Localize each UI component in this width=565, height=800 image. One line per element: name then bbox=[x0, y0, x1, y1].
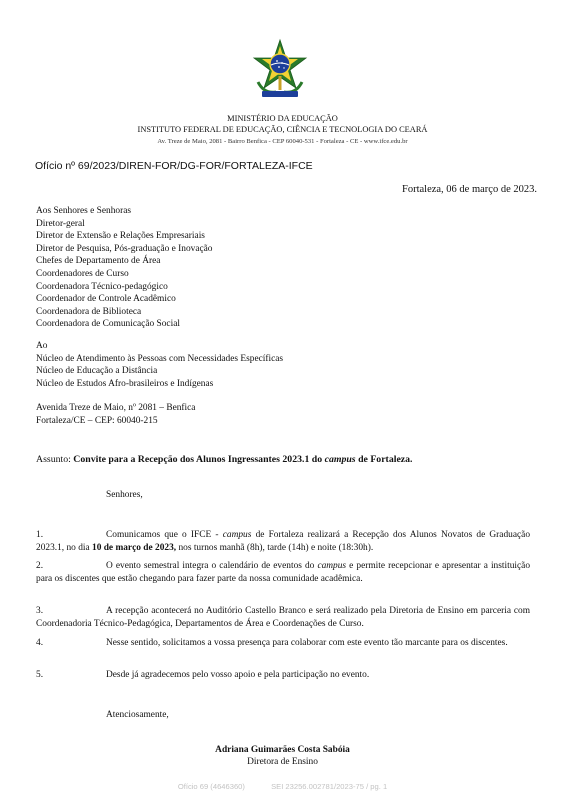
header-institute: INSTITUTO FEDERAL DE EDUCAÇÃO, CIÊNCIA E TECNOLOGIA DO CEARÁ bbox=[137, 125, 428, 134]
recipient-line: Coordenadores de Curso bbox=[36, 268, 129, 279]
header-address: Av. Treze de Maio, 2081 - Bairro Benfica - CEP 60040-531 - Fortaleza - CE - www.ifce.edu.br bbox=[157, 138, 408, 145]
recipient-line: Coordenador de Controle Acadêmico bbox=[36, 294, 176, 305]
subject-label: Assunto: bbox=[36, 454, 71, 465]
recipient-line: Núcleo de Atendimento às Pessoas com Necessidades Específicas bbox=[36, 353, 284, 364]
footer-process-page: SEI 23256.002781/2023-75 / pg. 1 bbox=[271, 782, 388, 791]
footer-document-id: Ofício 69 (4646360) bbox=[177, 782, 245, 791]
recipient-line: Diretor de Extensão e Relações Empresariais bbox=[36, 231, 205, 242]
subject-text: Convite para a Recepção dos Alunos Ingressantes 2023.1 do campus de Fortaleza. bbox=[73, 454, 413, 465]
signer-role: Diretora de Ensino bbox=[247, 757, 318, 767]
recipient-line: Ao bbox=[36, 341, 48, 351]
document-date: Fortaleza, 06 de março de 2023. bbox=[402, 184, 537, 195]
paragraph-2: 2. O evento semestral integra o calendário de eventos do campus e permite recepcionar e apresentar a instituição para os discentes que estão chegando para fazer parte da nossa comunidade acadêmica. bbox=[36, 561, 531, 584]
paragraph-3: 3. A recepção acontecerá no Auditório Castello Branco e será realizado pela Diretoria de Ensino em parceria com Coordenadoria Técnico-Pedagógica, Departamentos de Área e Coordenações de Curso. bbox=[36, 606, 530, 629]
paragraph-number: 4. bbox=[36, 638, 44, 648]
subject-line bbox=[36, 454, 412, 465]
recipient-line: Diretor de Pesquisa, Pós-graduação e Inovação bbox=[36, 243, 213, 254]
address-line: Fortaleza/CE – CEP: 60040-215 bbox=[36, 415, 158, 426]
recipients-list bbox=[36, 205, 213, 331]
recipient-line: Núcleo de Educação a Distância bbox=[36, 366, 158, 377]
recipient-line: Diretor-geral bbox=[36, 218, 85, 229]
recipient-address bbox=[36, 402, 195, 427]
paragraph-5: 5. Desde já agradecemos pelo vosso apoio e pela participação no evento. bbox=[36, 670, 370, 680]
paragraph-number: 5. bbox=[36, 670, 44, 680]
recipient-line: Coordenadora de Biblioteca bbox=[36, 306, 142, 317]
recipient-line: Coordenadora Técnico-pedagógico bbox=[36, 281, 168, 292]
recipients-list-2 bbox=[36, 340, 283, 390]
coat-of-arms-emblem bbox=[250, 38, 310, 100]
signer-name: Adriana Guimarães Costa Sabóia bbox=[215, 745, 350, 755]
paragraph-number: 3. bbox=[36, 606, 44, 616]
paragraph-1: 1. Comunicamos que o IFCE - campus de Fortaleza realizará a Recepção dos Alunos Novatos de Graduação 2023.1, no dia 10 de março de 2023, nos turnos manhã (8h), tarde (14h) e noite (18:30h). bbox=[36, 530, 531, 553]
address-line: Avenida Treze de Maio, nº 2081 – Benfica bbox=[36, 403, 196, 413]
header-ministry: MINISTÉRIO DA EDUCAÇÃO bbox=[227, 114, 338, 123]
recipient-line: Chefes de Departamento de Área bbox=[36, 256, 161, 267]
recipient-line: Coordenadora de Comunicação Social bbox=[36, 319, 180, 330]
paragraph-4: 4. Nesse sentido, solicitamos a vossa presença para colaborar com este evento tão marcante para os discentes. bbox=[36, 638, 508, 648]
greeting: Senhores, bbox=[106, 490, 143, 500]
recipient-line: Aos Senhores e Senhoras bbox=[36, 206, 132, 216]
paragraph-number: 1. bbox=[36, 530, 44, 540]
page-footer bbox=[0, 782, 565, 791]
paragraph-number: 2. bbox=[36, 561, 44, 571]
recipient-line: Núcleo de Estudos Afro-brasileiros e Indígenas bbox=[36, 378, 214, 389]
document-number: Ofício nº 69/2023/DIREN-FOR/DG-FOR/FORTALEZA-IFCE bbox=[35, 160, 313, 172]
closing: Atenciosamente, bbox=[106, 710, 169, 720]
